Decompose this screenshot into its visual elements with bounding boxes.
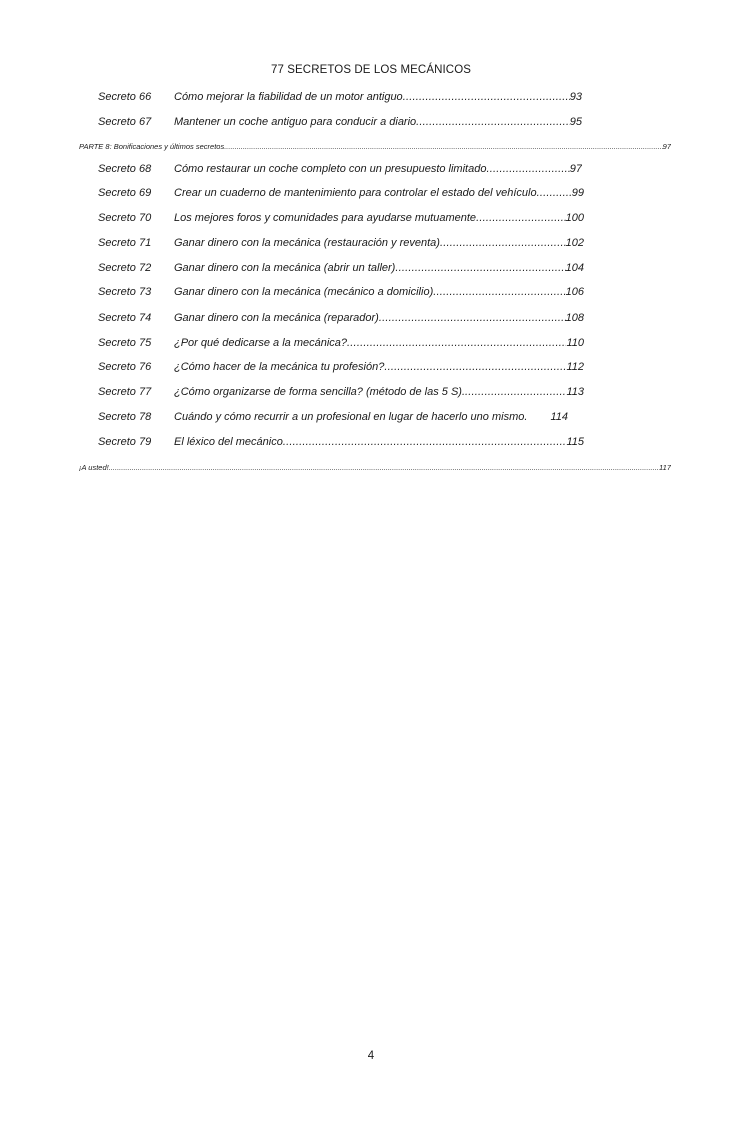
leader-dots bbox=[283, 436, 567, 448]
toc-entry-secreto-66[interactable] bbox=[98, 91, 582, 107]
toc-entry-page: 108 bbox=[565, 312, 584, 324]
leader-dots bbox=[416, 116, 570, 128]
toc-entry-page: 104 bbox=[565, 262, 584, 274]
toc-entry-page: 114 bbox=[550, 411, 568, 423]
toc-entry-label: Secreto 70 bbox=[98, 212, 152, 224]
toc-entry-title: Mantener un coche antiguo para conducir a diario bbox=[174, 116, 417, 128]
toc-entry-label: Secreto 68 bbox=[98, 163, 152, 175]
page-number: 4 bbox=[367, 1050, 375, 1062]
toc-entry-page: 110 bbox=[566, 337, 584, 349]
toc-entry-title: Ganar dinero con la mecánica (restauración y reventa) bbox=[174, 237, 440, 249]
toc-entry-page: 115 bbox=[566, 436, 584, 448]
toc-entry-page: 97 bbox=[569, 163, 582, 175]
toc-entry-secreto-68[interactable] bbox=[98, 163, 582, 179]
toc-entry-title: ¿Por qué dedicarse a la mecánica? bbox=[174, 337, 348, 349]
toc-entry-title: Crear un cuaderno de mantenimiento para controlar el estado del vehículo bbox=[174, 187, 537, 199]
leader-dots bbox=[347, 337, 566, 349]
toc-entry-page: 113 bbox=[566, 386, 584, 398]
toc-entry-label: Secreto 66 bbox=[98, 91, 152, 103]
toc-part-a-usted[interactable] bbox=[79, 463, 671, 475]
toc-entry-label: Secreto 71 bbox=[98, 237, 152, 249]
toc-entry-secreto-71[interactable] bbox=[98, 237, 584, 253]
toc-entry-secreto-69[interactable] bbox=[98, 187, 584, 203]
toc-part-page: 117 bbox=[659, 463, 671, 472]
toc-entry-secreto-73[interactable] bbox=[98, 286, 584, 302]
toc-entry-title: Los mejores foros y comunidades para ayudarse mutuamente bbox=[174, 212, 477, 224]
leader-dots bbox=[440, 237, 566, 249]
leader-dots bbox=[537, 187, 572, 199]
toc-entry-secreto-79[interactable] bbox=[98, 436, 584, 452]
leader-dots bbox=[395, 262, 565, 274]
toc-entry-title: ¿Cómo organizarse de forma sencilla? (método de las 5 S). bbox=[174, 386, 466, 398]
toc-entry-title: Cómo mejorar la fiabilidad de un motor antiguo bbox=[174, 91, 403, 103]
toc-entry-label: Secreto 79 bbox=[98, 436, 152, 448]
toc-part-page: 97 bbox=[662, 142, 671, 151]
leader-dots bbox=[476, 212, 566, 224]
toc-entry-label: Secreto 75 bbox=[98, 337, 152, 349]
toc-entry-label: Secreto 76 bbox=[98, 361, 152, 373]
toc-entry-page: 93 bbox=[569, 91, 582, 103]
leader-dots bbox=[486, 163, 569, 175]
toc-entry-secreto-77[interactable] bbox=[98, 386, 584, 402]
toc-part-title: PARTE 8: Bonificaciones y últimos secretos bbox=[79, 142, 225, 151]
toc-part-title: ¡A usted! bbox=[79, 463, 109, 472]
toc-entry-title: Ganar dinero con la mecánica (abrir un taller) bbox=[174, 262, 396, 274]
toc-entry-title: Ganar dinero con la mecánica (mecánico a domicilio) bbox=[174, 286, 434, 298]
leader-dots bbox=[224, 142, 662, 151]
toc-entry-title: Ganar dinero con la mecánica (reparador) bbox=[174, 312, 379, 324]
toc-entry-secreto-78[interactable] bbox=[98, 411, 568, 427]
toc-entry-label: Secreto 67 bbox=[98, 116, 152, 128]
leader-dots bbox=[465, 386, 566, 398]
leader-dots bbox=[379, 312, 566, 324]
toc-entry-page: 100 bbox=[565, 212, 584, 224]
toc-entry-title: ¿Cómo hacer de la mecánica tu profesión? bbox=[174, 361, 385, 373]
toc-entry-title: Cómo restaurar un coche completo con un presupuesto limitado bbox=[174, 163, 487, 175]
toc-entry-secreto-72[interactable] bbox=[98, 262, 584, 278]
toc-entry-page: 95 bbox=[569, 116, 582, 128]
toc-entry-page: 112 bbox=[566, 361, 584, 373]
leader-dots bbox=[433, 286, 565, 298]
toc-entry-page: 99 bbox=[571, 187, 584, 199]
toc-entry-secreto-70[interactable] bbox=[98, 212, 584, 228]
toc-part-8[interactable] bbox=[79, 142, 671, 154]
toc-entry-title: El léxico del mecánico bbox=[174, 436, 283, 448]
leader-dots bbox=[403, 91, 570, 103]
toc-entry-secreto-75[interactable] bbox=[98, 337, 584, 353]
toc-entry-title: Cuándo y cómo recurrir a un profesional en lugar de hacerlo uno mismo. bbox=[174, 411, 528, 423]
toc-entry-label: Secreto 73 bbox=[98, 286, 152, 298]
toc-entry-secreto-67[interactable] bbox=[98, 116, 582, 132]
toc-entry-page: 106 bbox=[565, 286, 584, 298]
toc-entry-label: Secreto 77 bbox=[98, 386, 152, 398]
toc-entry-secreto-76[interactable] bbox=[98, 361, 584, 377]
toc-entry-label: Secreto 78 bbox=[98, 411, 152, 423]
toc-entry-label: Secreto 74 bbox=[98, 312, 152, 324]
toc-entry-label: Secreto 69 bbox=[98, 187, 152, 199]
toc-entry-label: Secreto 72 bbox=[98, 262, 152, 274]
leader-dots bbox=[384, 361, 566, 373]
toc-entry-secreto-74[interactable] bbox=[98, 312, 584, 328]
leader-dots bbox=[109, 463, 659, 472]
running-header: 77 SECRETOS DE LOS MECÁNICOS bbox=[270, 64, 472, 76]
toc-entry-page: 102 bbox=[565, 237, 584, 249]
